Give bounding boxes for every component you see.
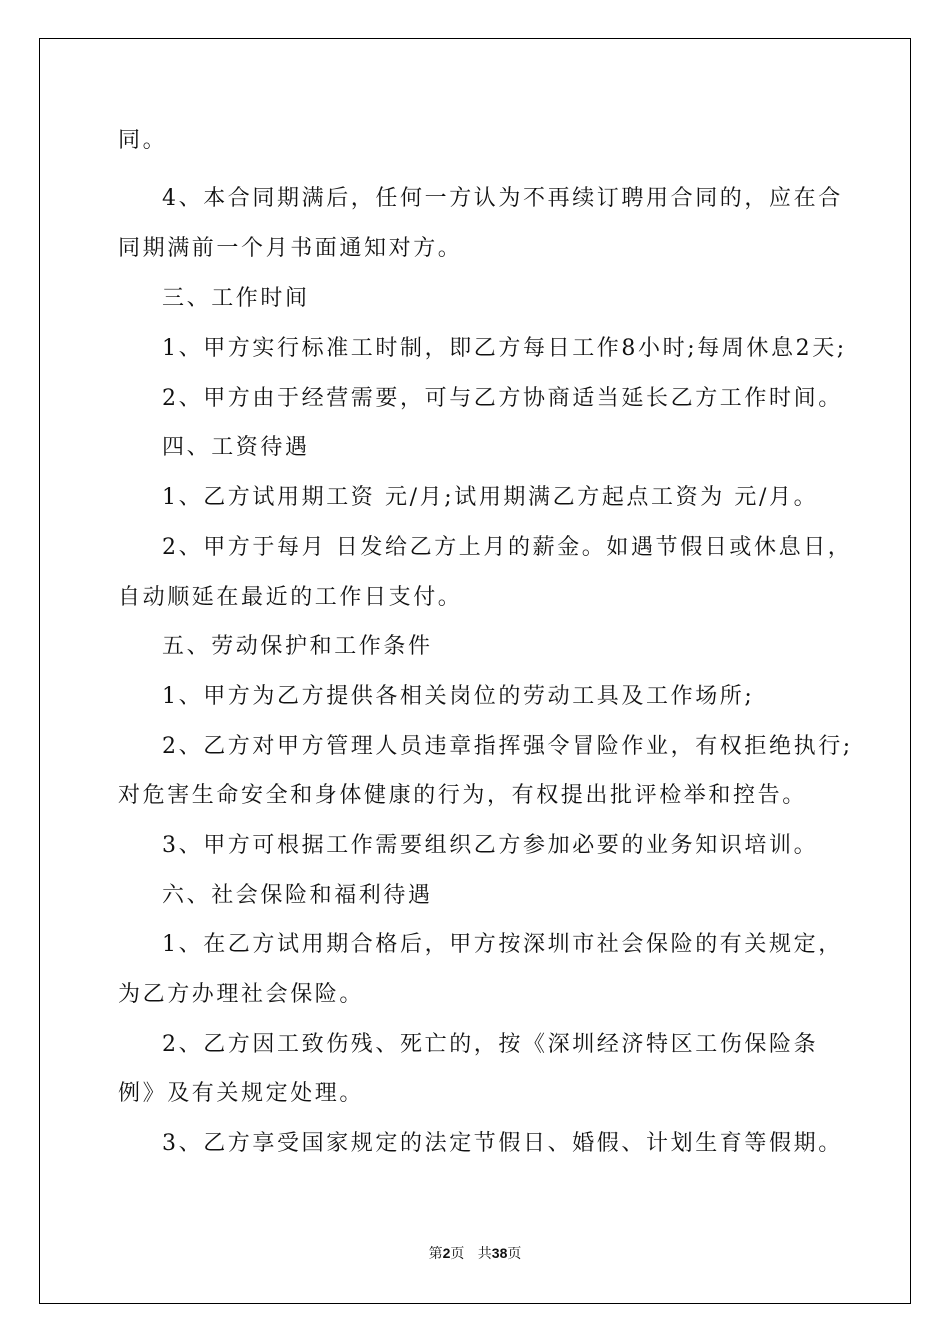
page-prefix: 第 — [428, 1246, 443, 1262]
paragraph-line: 2、乙方因工致伤残、死亡的，按《深圳经济特区工伤保险条 — [162, 1032, 819, 1057]
paragraph-line: 同。 — [118, 128, 168, 153]
paragraph-line: 自动顺延在最近的工作日支付。 — [118, 585, 463, 610]
paragraph-line: 为乙方办理社会保险。 — [118, 982, 365, 1007]
total-pages: 38 — [491, 1245, 508, 1261]
paragraph-line: 例》及有关规定处理。 — [118, 1081, 365, 1106]
paragraph-line: 2、甲方由于经营需要，可与乙方协商适当延长乙方工作时间。 — [162, 386, 843, 411]
section-heading: 三、工作时间 — [162, 286, 310, 311]
page-frame — [39, 38, 911, 1304]
total-suffix: 页 — [507, 1246, 522, 1262]
total-prefix: 共 — [477, 1246, 492, 1262]
paragraph-line: 1、甲方实行标准工时制，即乙方每日工作8小时;每周休息2天; — [162, 336, 847, 361]
paragraph-line: 2、乙方对甲方管理人员违章指挥强令冒险作业，有权拒绝执行; — [162, 734, 853, 759]
paragraph-line: 1、在乙方试用期合格后，甲方按深圳市社会保险的有关规定， — [162, 932, 843, 957]
page-number: 2 — [442, 1245, 451, 1261]
page-suffix: 页 — [450, 1246, 465, 1262]
paragraph-line: 3、甲方可根据工作需要组织乙方参加必要的业务知识培训。 — [162, 833, 819, 858]
section-heading: 四、工资待遇 — [162, 435, 310, 460]
section-heading: 六、社会保险和福利待遇 — [162, 883, 433, 908]
paragraph-line: 4、本合同期满后，任何一方认为不再续订聘用合同的，应在合 — [162, 186, 843, 211]
paragraph-line: 对危害生命安全和身体健康的行为，有权提出批评检举和控告。 — [118, 783, 807, 808]
paragraph-line: 同期满前一个月书面通知对方。 — [118, 236, 463, 261]
page-footer — [0, 1243, 950, 1263]
paragraph-line: 2、甲方于每月 日发给乙方上月的薪金。如遇节假日或休息日， — [162, 535, 853, 560]
section-heading: 五、劳动保护和工作条件 — [162, 634, 433, 659]
paragraph-line: 1、甲方为乙方提供各相关岗位的劳动工具及工作场所; — [162, 684, 755, 709]
paragraph-line: 3、乙方享受国家规定的法定节假日、婚假、计划生育等假期。 — [162, 1131, 843, 1156]
paragraph-line: 1、乙方试用期工资 元/月;试用期满乙方起点工资为 元/月。 — [162, 485, 819, 510]
